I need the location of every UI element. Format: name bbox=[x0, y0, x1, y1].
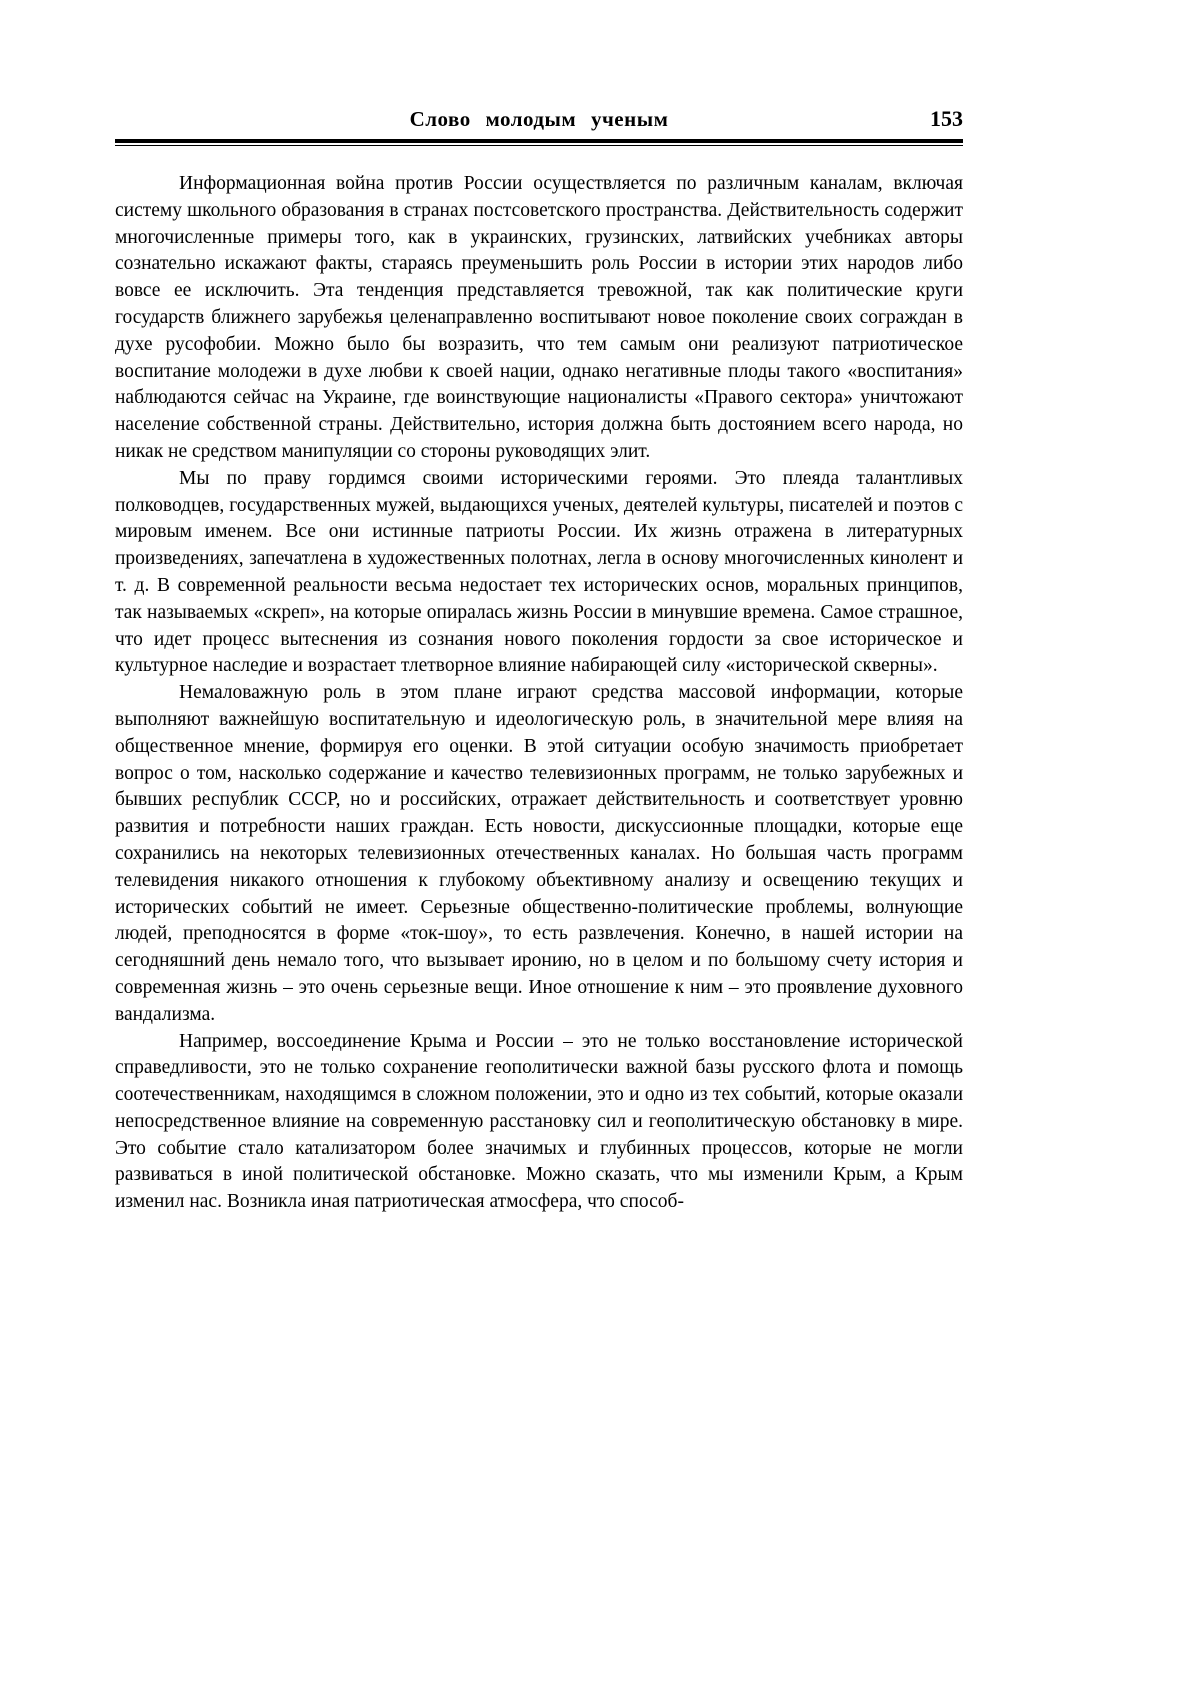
page-number: 153 bbox=[930, 106, 963, 131]
paragraph: Мы по праву гордимся своими историческими героями. Это плеяда талантливых полководцев, государственных мужей, выдающихся ученых, деятелей культуры, писателей и поэтов с мировым именем. Все они истинные патриоты России. Их жизнь отражена в литературных произведениях, запечатлена в художественных полотнах, легла в основу многочисленных кинолент и т. д. В современной реальности весьма недостает тех исторических основ, моральных принципов, так называемых «скреп», на которые опиралась жизнь России в минувшие времена. Самое страшное, что идет процесс вытеснения из сознания нового поколения гордости за свое историческое и культурное наследие и возрастает тлетворное влияние набирающей силу «исторической скверны». bbox=[115, 467, 963, 677]
paragraph: Информационная война против России осуществляется по различным каналам, включая систему школьного образования в странах постсоветского пространства. Действительность содержит многочисленные примеры того, как в украинских, грузинских, латвийских учебниках авторы сознательно искажают факты, стараясь преуменьшить роль России в истории этих народов либо вовсе ее исключить. Эта тенденция представляется тревожной, так как политические круги государств ближнего зарубежья целенаправленно воспитывают новое поколение своих сограждан в духе русофобии. Можно было бы возразить, что тем самым они реализуют патриотическое воспитание молодежи в духе любви к своей нации, однако негативные плоды такого «воспитания» наблюдаются сейчас на Украине, где воинствующие националисты «Правого сектора» уничтожают население собственной страны. Действительно, история должна быть достоянием всего народа, но никак не средством манипуляции со стороны руководящих элит. bbox=[115, 173, 963, 462]
header-rule-thin bbox=[115, 145, 963, 146]
paragraph: Немаловажную роль в этом плане играют средства массовой информации, которые выполняют важнейшую воспитательную и идеологическую роль, в значительной мере влияя на общественное мнение, формируя его оценки. В этой ситуации особую значимость приобретает вопрос о том, насколько содержание и качество телевизионных программ, не только зарубежных и бывших республик СССР, но и российских, отражает действительность и соответствует уровню развития и потребности наших граждан. Есть новости, дискуссионные площадки, которые еще сохранились на некоторых телевизионных отечественных каналах. Но большая часть программ телевидения никакого отношения к глубокому объективному анализу и освещению текущих и исторических событий не имеет. Серьезные общественно-политические проблемы, волнующие людей, преподносятся в форме «ток-шоу», то есть развлечения. Конечно, в нашей истории на сегодняшний день немало того, что вызывает иронию, но в целом и по большому счету история и современная жизнь – это очень серьезные вещи. Иное отношение к ним – это проявление духовного вандализма. bbox=[115, 682, 963, 1025]
header-rule-thick bbox=[115, 139, 963, 143]
paragraph: Например, воссоединение Крыма и России – это не только восстановление исторической справедливости, это не только сохранение геополитически важной базы русского флота и помощь соотечественникам, находящимся в сложном положении, это и одно из тех событий, которые оказали непосредственное влияние на современную расстановку сил и геополитическую обстановку в мире. Это событие стало катализатором более значимых и глубинных процессов, которые не могли развиваться в иной политической обстановке. Можно сказать, что мы изменили Крым, а Крым изменил нас. Возникла иная патриотическая атмосфера, что способ- bbox=[115, 1030, 963, 1213]
article-body bbox=[115, 171, 963, 1216]
header-title: Слово молодым ученым bbox=[409, 107, 669, 131]
page-header bbox=[115, 106, 963, 139]
